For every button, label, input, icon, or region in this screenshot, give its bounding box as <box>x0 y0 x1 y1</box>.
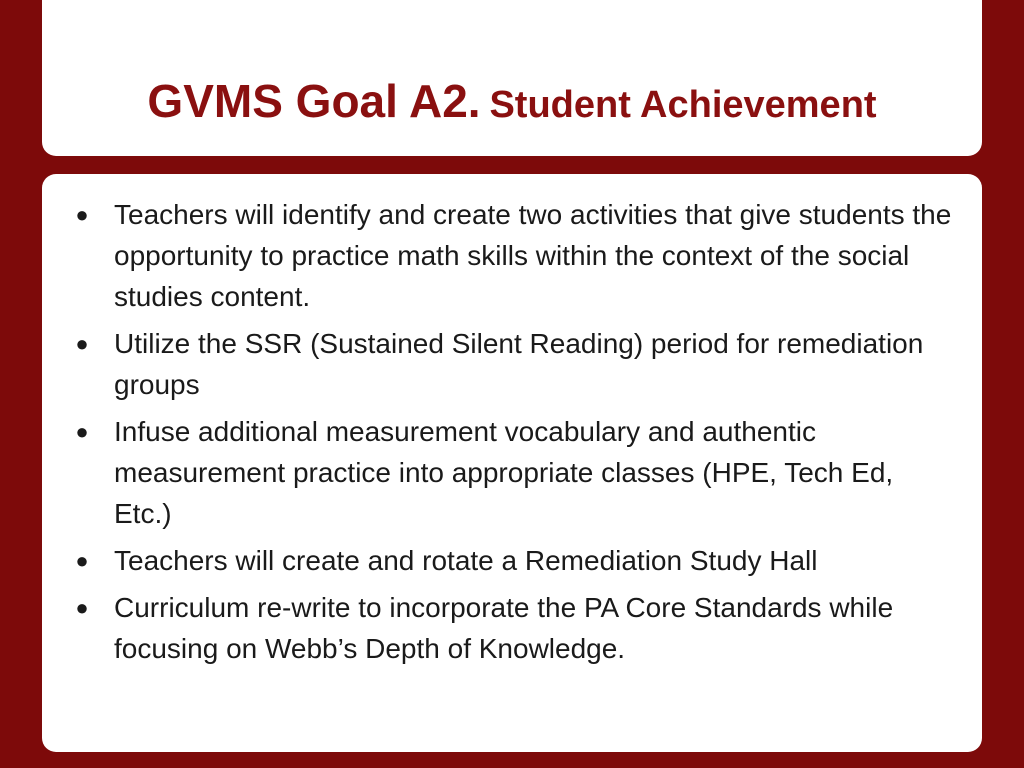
content-panel <box>42 174 982 752</box>
bullet-item <box>42 323 982 405</box>
bullet-item <box>42 587 982 669</box>
bullet-list <box>42 194 982 675</box>
bullet-text: Teachers will identify and create two activities that give students the opportunity to practice math skills within the context of the social studies content. <box>114 199 952 312</box>
bullet-item <box>42 540 982 581</box>
bullet-text: Infuse additional measurement vocabulary and authentic measurement practice into appropriate classes (HPE, Tech Ed, Etc.) <box>114 416 894 529</box>
slide-title <box>42 75 982 127</box>
bullet-text: Teachers will create and rotate a Remediation Study Hall <box>114 545 818 576</box>
bullet-icon: ● <box>75 595 89 620</box>
bullet-icon: ● <box>75 331 89 356</box>
bullet-item <box>42 411 982 534</box>
slide-title-main: GVMS Goal A2. <box>147 75 481 127</box>
bullet-text: Utilize the SSR (Sustained Silent Reading) period for remediation groups <box>114 328 924 400</box>
bullet-icon: ● <box>75 202 89 227</box>
bullet-icon: ● <box>75 419 89 444</box>
bullet-icon: ● <box>75 548 89 573</box>
bullet-text: Curriculum re-write to incorporate the PA Core Standards while focusing on Webb’s Depth of Knowledge. <box>114 592 894 664</box>
bullet-item <box>42 194 982 317</box>
title-panel <box>42 0 982 156</box>
slide-title-sub: Student Achievement <box>489 84 877 126</box>
